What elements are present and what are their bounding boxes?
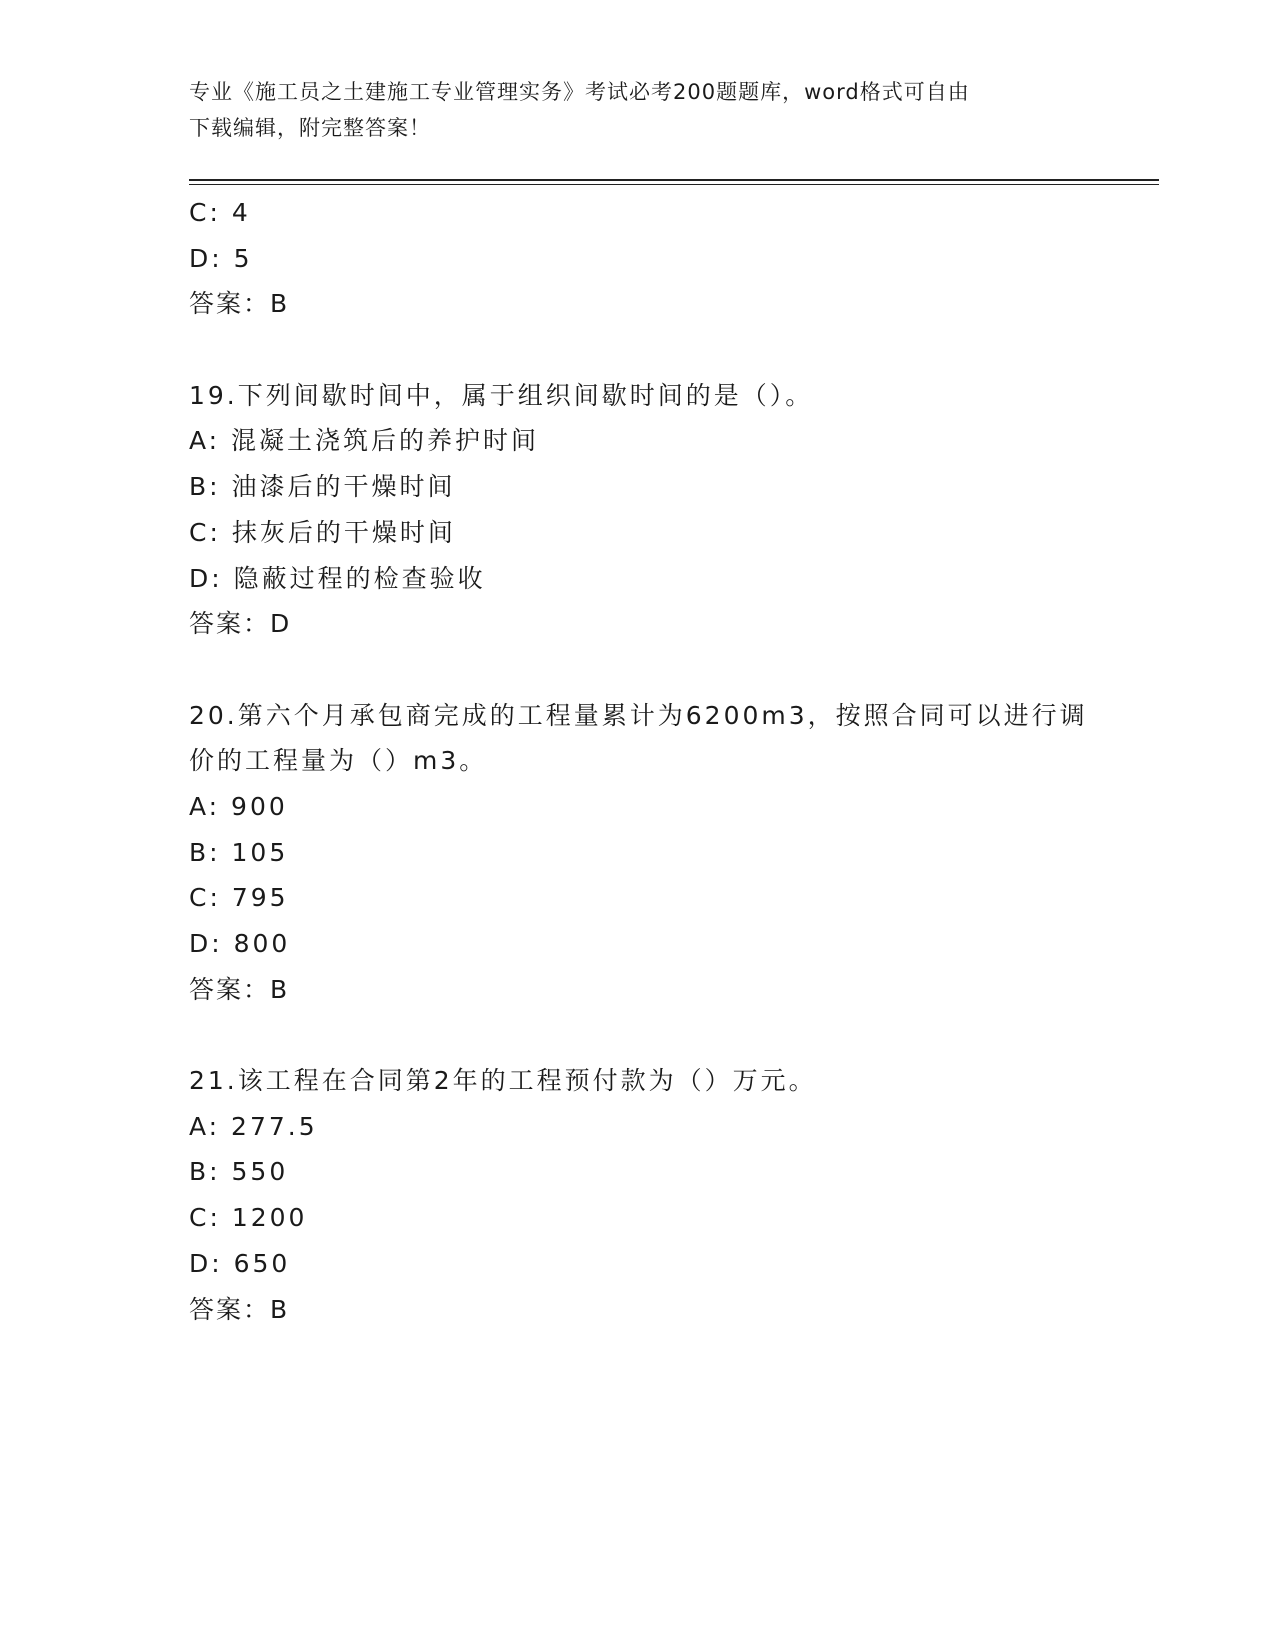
spacer — [189, 647, 1159, 693]
option-a: A: 混凝土浇筑后的养护时间 — [189, 426, 540, 456]
question-stem: 19.下列间歇时间中，属于组织间歇时间的是（）。 — [189, 380, 814, 410]
option-c: C: 795 — [189, 883, 289, 913]
spacer — [189, 327, 1159, 373]
question-stem-line-2: 价的工程量为（）m3。 — [189, 746, 488, 776]
question-20 — [189, 693, 1159, 1013]
option-b: B: 550 — [189, 1157, 289, 1187]
answer-line: 答案：B — [189, 974, 290, 1004]
option-d: D: 800 — [189, 929, 291, 958]
option-b: B: 105 — [189, 837, 289, 867]
option-d: D: 隐蔽过程的检查验收 — [189, 563, 486, 593]
option-a: A: 277.5 — [189, 1111, 318, 1141]
header-title-line-1: 专业《施工员之土建施工专业管理实务》考试必考200题题库，word格式可自由 — [189, 80, 970, 104]
option-d: D: 650 — [189, 1248, 291, 1278]
document-header — [189, 74, 1089, 146]
question-stem-line-1: 20.第六个月承包商完成的工程量累计为6200m3，按照合同可以进行调 — [189, 700, 1088, 730]
question-19 — [189, 373, 1159, 647]
option-b: B: 油漆后的干燥时间 — [189, 472, 456, 502]
answer-line: 答案：D — [189, 609, 292, 639]
question-21 — [189, 1058, 1159, 1332]
option-c: C: 抹灰后的干燥时间 — [189, 517, 456, 547]
header-title-line-2: 下载编辑，附完整答案！ — [189, 116, 431, 140]
spacer — [189, 1012, 1159, 1058]
option-a: A: 900 — [189, 791, 288, 821]
question-stem: 21.该工程在合同第2年的工程预付款为（）万元。 — [189, 1066, 817, 1096]
option-c: C: 4 — [189, 198, 251, 227]
question-list — [189, 190, 1159, 1332]
option-d: D: 5 — [189, 243, 253, 273]
answer-line: 答案：B — [189, 289, 290, 319]
option-c: C: 1200 — [189, 1203, 308, 1233]
answer-line: 答案：B — [189, 1294, 290, 1324]
header-divider — [189, 179, 1159, 185]
